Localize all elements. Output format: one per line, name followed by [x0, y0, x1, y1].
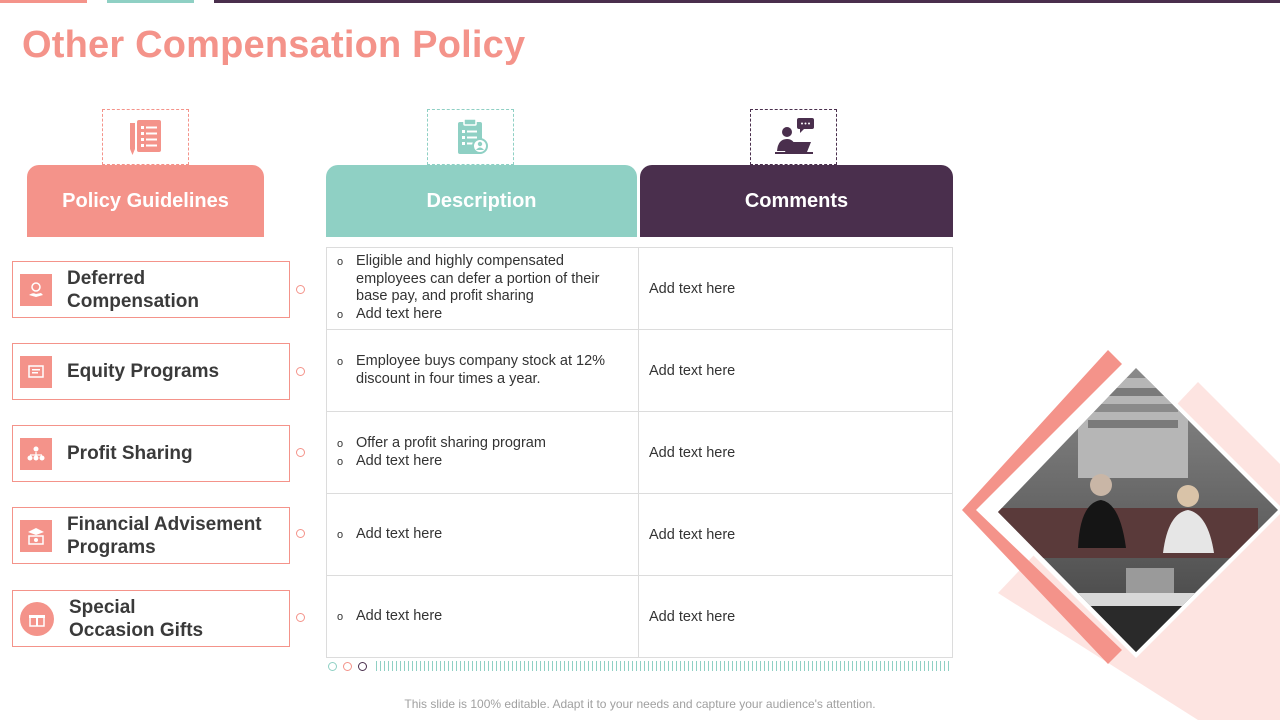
- connector-dot: [296, 448, 305, 457]
- description-icon-box: [427, 109, 514, 165]
- comments-icon-box: [750, 109, 837, 165]
- policy-item-profit-sharing: [12, 425, 290, 482]
- policy-label: Profit Sharing: [67, 443, 193, 464]
- comment-cell[interactable]: Add text here: [649, 280, 736, 297]
- header-description: Description: [326, 165, 637, 237]
- description-cell: [327, 494, 639, 575]
- description-cell: [327, 576, 639, 658]
- network-people-icon: [20, 438, 52, 470]
- decor-hatch-line: [376, 661, 950, 671]
- connector-dot: [296, 367, 305, 376]
- comment-cell[interactable]: Add text here: [649, 609, 736, 625]
- policy-label: Deferred Compensation: [67, 267, 199, 312]
- table-row: [327, 412, 952, 494]
- table-row: [327, 576, 952, 658]
- policy-item-special-occasion-gifts: [12, 590, 290, 647]
- decor-dot-plum: [358, 662, 367, 671]
- page-title: Other Compensation Policy: [22, 24, 526, 66]
- comment-cell[interactable]: Add text here: [649, 362, 736, 379]
- comment-cell[interactable]: Add text here: [649, 444, 736, 461]
- hand-money-icon: [20, 274, 52, 306]
- person-laptop-chat-icon: [769, 115, 819, 159]
- decor-dot-teal: [328, 662, 337, 671]
- bullet-item: o Employee buys company stock at 12% discount in four times a year.: [337, 353, 606, 387]
- description-cell: [327, 330, 639, 411]
- accent-bar-coral: [0, 0, 87, 3]
- bullet-item: o Eligible and highly compensated employees can defer a portion of their base pay, and profit sharing: [337, 253, 600, 305]
- table-row: [327, 248, 952, 330]
- bullet-item: o Add text here: [337, 525, 443, 542]
- bullet-item: o Add text here: [337, 305, 443, 322]
- table-row: [327, 494, 952, 576]
- connector-dot: [296, 285, 305, 294]
- decorative-photo-frame: [958, 348, 1280, 720]
- accent-bar-teal: [107, 0, 194, 3]
- table-row: [327, 330, 952, 412]
- footer-note: This slide is 100% editable. Adapt it to your needs and capture your audience's attention.: [404, 697, 876, 711]
- certificate-icon: [20, 356, 52, 388]
- gift-icon: [20, 602, 54, 636]
- policy-icon-box: [102, 109, 189, 165]
- clipboard-person-icon: [449, 115, 493, 159]
- description-cell: [327, 248, 639, 329]
- policy-item-deferred-compensation: [12, 261, 290, 318]
- bullet-item: o Offer a profit sharing program: [337, 434, 546, 451]
- bullet-item: o Add text here: [337, 608, 443, 624]
- checklist-pencil-icon: [124, 115, 168, 159]
- comment-cell[interactable]: Add text here: [649, 526, 736, 543]
- connector-dot: [296, 613, 305, 622]
- header-comments: Comments: [640, 165, 953, 237]
- bullet-item: o Add text here: [337, 452, 443, 469]
- policy-table: [326, 247, 953, 658]
- policy-label: Equity Programs: [67, 361, 220, 382]
- header-policy-guidelines: Policy Guidelines: [27, 165, 264, 237]
- policy-label: Special Occasion Gifts: [69, 596, 204, 641]
- cash-hat-icon: [20, 520, 52, 552]
- policy-label: Financial Advisement Programs: [67, 513, 262, 558]
- policy-item-financial-advisement: [12, 507, 290, 564]
- connector-dot: [296, 529, 305, 538]
- decor-dot-coral: [343, 662, 352, 671]
- policy-item-equity-programs: [12, 343, 290, 400]
- accent-bar-plum: [214, 0, 1280, 3]
- description-cell: [327, 412, 639, 493]
